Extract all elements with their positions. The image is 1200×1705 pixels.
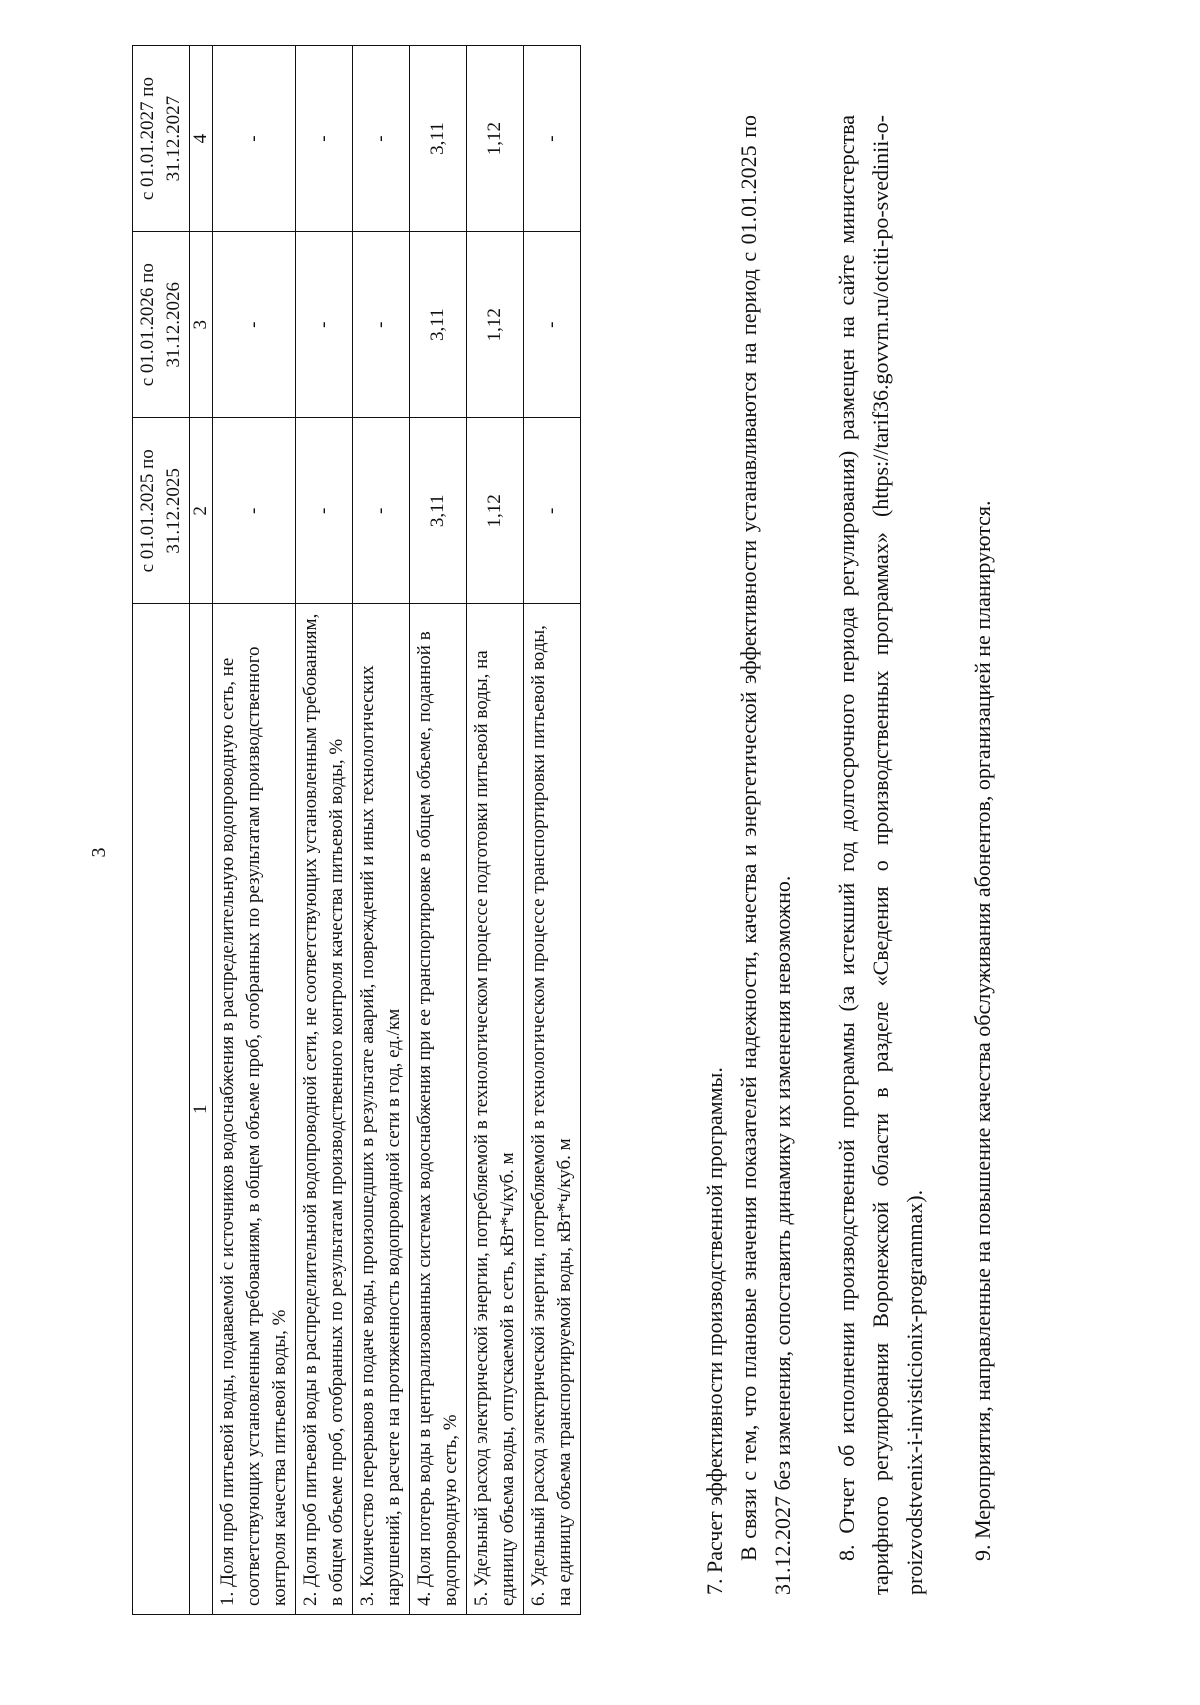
table-row bbox=[296, 46, 353, 1615]
indicator-value: - bbox=[296, 46, 353, 232]
body-text bbox=[698, 115, 1000, 1595]
header-cell bbox=[133, 604, 190, 1615]
section-8-paragraph: 8. Отчет об исполнении производственной программы (за истекший год долгосрочного периода регулирования) размещен на сайте министерства тарифного регулирования Воронежской области в разделе «Сведения о производственных программах» (https://tarif36.govvrn.ru/otciti-po-svedinii-o-proizvodstvenix-i-invisticionix-programmax). bbox=[834, 115, 927, 1595]
indicator-label: 4. Доля потерь воды в централизованных системах водоснабжения при ее транспортировке в общем объеме, поданной в водопроводную сеть, % bbox=[410, 604, 467, 1615]
table-row bbox=[410, 46, 467, 1615]
indicator-label: 5. Удельный расход электрической энергии, потребляемой в технологическом процессе подготовки питьевой воды, на единицу объема воды, отпускаемой в сеть, кВт*ч/куб. м bbox=[467, 604, 524, 1615]
header-cell: с 01.01.2025 по 31.12.2025 bbox=[133, 418, 190, 604]
table-row bbox=[467, 46, 524, 1615]
header-cell: с 01.01.2026 по 31.12.2026 bbox=[133, 232, 190, 418]
column-number: 4 bbox=[190, 46, 213, 232]
indicator-value: 3,11 bbox=[410, 418, 467, 604]
indicator-label: 2. Доля проб питьевой воды в распределительной водопроводной сети, не соответствующих установленным требованиям, в общем объеме проб, отобранных по результатам производственного контроля качества питьевой воды, % bbox=[296, 604, 353, 1615]
indicator-value: - bbox=[353, 46, 410, 232]
section-9-paragraph: 9. Мероприятия, направленные на повышение качества обслуживания абонентов, организацией не планируются. bbox=[970, 500, 995, 1561]
indicator-label: 6. Удельный расход электрической энергии, потребляемой в технологическом процессе транспортировки питьевой воды, на единицу объема транспортируемой воды, кВт*ч/куб. м bbox=[524, 604, 581, 1615]
page-number: 3 bbox=[88, 847, 110, 858]
indicator-label: 3. Количество перерывов в подаче воды, произошедших в результате аварий, повреждений и иных технологических нарушений, в расчете на протяженность водопроводной сети в год, ед./км bbox=[353, 604, 410, 1615]
column-number-row bbox=[190, 46, 213, 1615]
table-header-row bbox=[133, 46, 190, 1615]
indicator-value: 1,12 bbox=[467, 46, 524, 232]
indicator-value: - bbox=[296, 418, 353, 604]
section-7-body: В связи с тем, что плановые значения показателей надежности, качества и энергетической эффективности устанавливаются на период с 01.01.2025 по 31.12.2027 без изменения, сопоставить динамику их изменения невозможно. bbox=[736, 115, 795, 1595]
indicator-value: - bbox=[213, 232, 296, 418]
indicator-value: 3,11 bbox=[410, 232, 467, 418]
header-cell: с 01.01.2027 по 31.12.2027 bbox=[133, 46, 190, 232]
column-number: 3 bbox=[190, 232, 213, 418]
indicator-value: - bbox=[524, 232, 581, 418]
indicator-value: - bbox=[296, 232, 353, 418]
indicator-value: - bbox=[213, 46, 296, 232]
column-number: 2 bbox=[190, 418, 213, 604]
indicator-value: 1,12 bbox=[467, 232, 524, 418]
indicators-table bbox=[132, 45, 581, 1615]
indicator-label: 1. Доля проб питьевой воды, подаваемой с источников водоснабжения в распределительную водопроводную сеть, не соответствующих установленным требованиям, в общем объеме проб, отобранных по результатам производственного контроля качества питьевой воды, % bbox=[213, 604, 296, 1615]
indicator-value: - bbox=[524, 418, 581, 604]
column-number: 1 bbox=[190, 604, 213, 1615]
indicator-value: 1,12 bbox=[467, 418, 524, 604]
table-row bbox=[353, 46, 410, 1615]
indicator-value: - bbox=[353, 232, 410, 418]
indicator-value: - bbox=[353, 418, 410, 604]
table-row bbox=[524, 46, 581, 1615]
table-row bbox=[213, 46, 296, 1615]
indicator-value: 3,11 bbox=[410, 46, 467, 232]
indicator-value: - bbox=[213, 418, 296, 604]
indicator-value: - bbox=[524, 46, 581, 232]
section-7-title: 7. Расчет эффективности производственной программы. bbox=[702, 1067, 727, 1595]
